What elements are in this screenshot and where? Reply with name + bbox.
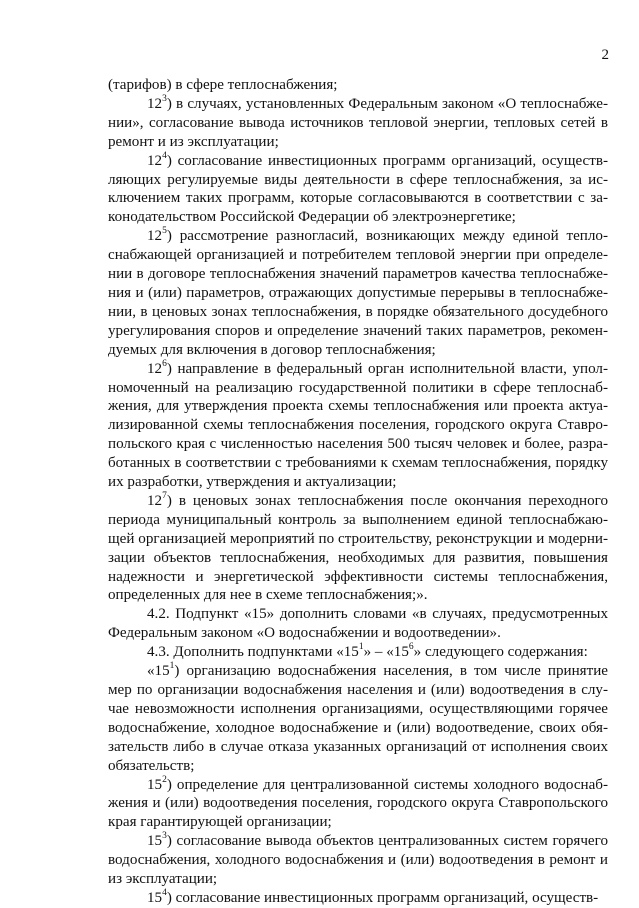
paragraph: [108, 360, 608, 492]
paragraph-text: » следующего содержания:: [413, 644, 588, 661]
paragraph-text: 15: [147, 833, 163, 850]
superscript: 4: [162, 887, 167, 898]
paragraph: [108, 643, 608, 662]
superscript: 7: [162, 490, 167, 501]
paragraph: [108, 492, 608, 605]
paragraph: [108, 227, 608, 359]
paragraph-text: 15: [147, 776, 163, 793]
paragraph: [108, 76, 608, 95]
superscript: 6: [408, 642, 414, 653]
superscript: 3: [162, 831, 167, 842]
paragraph: [108, 662, 608, 775]
paragraph-text: ) организацию водоснабжения населения, в том числе принятие мер по организации водоснабжения населения и (или) водоотведения в слу-чае невозможности исполнения организациями, осуществляющими горячее водоснабжение, холодное водоснабжение и (или) водоотведение, своих обя-зательств либо в случае отказа указанных организаций от исполнения своих обязательств;: [108, 663, 608, 774]
paragraph-text: 12: [147, 228, 163, 245]
paragraph: [108, 605, 608, 643]
superscript: 3: [162, 93, 167, 104]
paragraph-text: ) в случаях, установленных Федеральным законом «О теплоснабже-нии», согласование вывода источников тепловой энергии, тепловых сетей в ремонт и из эксплуатации;: [108, 95, 608, 150]
superscript: 1: [358, 642, 364, 653]
paragraph-text: ) согласование инвестиционных программ организаций, осуществ-: [166, 889, 599, 906]
superscript: 6: [162, 358, 167, 369]
page-number: 2: [601, 47, 609, 63]
document-body: [108, 76, 608, 908]
paragraph-text: 4.2. Подпункт «15» дополнить словами «в случаях, предусмотренных Федеральным законом «О водоснабжении и водоотведении».: [108, 606, 608, 642]
paragraph-text: ) в ценовых зонах теплоснабжения после окончания переходного периода муниципальный контроль за выполнением единой теплоснабжаю-щей организацией мероприятий по строительству, реконструкции и модерни-зации объектов теплоснабжения, необходимых для развития, повышения надежности и энергетической эффективности системы теплоснабжения, определенных для нее в схеме теплоснабжения;».: [108, 492, 608, 604]
paragraph-text: 4.3. Дополнить подпунктами «15: [147, 644, 359, 661]
paragraph: [108, 152, 608, 228]
paragraph-text: ) согласование инвестиционных программ организаций, осуществ-ляющих регулируемые виды деятельности в сфере теплоснабжения, за ис-ключением таких программ, которые согласовываются в соответствии с за-конодательством Российской Федерации об электроэнергетике;: [108, 152, 608, 226]
paragraph-text: ) направление в федеральный орган исполнительной власти, упол-номоченный на реализацию государственной политики в сфере теплоснаб-жения, для утверждения проекта схемы теплоснабжения или проекта актуа-лизированной схемы теплоснабжения поселения, городского округа Ставро-польского края с численностью населения 500 тысяч человек и более, разра-ботанных в соответствии с требованиями к схемам теплоснабжения, порядку их разработки, утверждения и актуализации;: [108, 360, 608, 491]
paragraph: [108, 95, 608, 152]
superscript: 4: [162, 150, 167, 161]
paragraph: [108, 889, 608, 908]
paragraph-text: (тарифов) в сфере теплоснабжения;: [108, 77, 338, 93]
paragraph-text: 12: [147, 152, 163, 169]
superscript: 5: [162, 226, 167, 237]
superscript: 1: [169, 661, 175, 672]
paragraph-text: ) определение для централизованной системы холодного водоснаб-жения и (или) водоотведения поселения, городского округа Ставропольского края гарантирующей организации;: [108, 776, 608, 831]
paragraph-text: 12: [147, 492, 163, 509]
paragraph-text: » – «15: [363, 644, 409, 661]
paragraph-text: ) согласование вывода объектов централизованных систем горячего водоснабжения, холодного водоснабжения и (или) водоотведения в ремонт и из эксплуатации;: [108, 833, 608, 888]
paragraph: [108, 776, 608, 833]
paragraph-text: ) рассмотрение разногласий, возникающих между единой тепло-снабжающей организацией и потребителем тепловой энергии при определе-нии в договоре теплоснабжения значений параметров качества теплоснабже-ния и (или) параметров, отражающих допустимые перерывы в теплоснабже-нии, в ценовых зонах теплоснабжения, в порядке обязательного досудебного урегулирования споров и определение значений таких параметров, рекомен-дуемых для включения в договор теплоснабжения;: [108, 228, 608, 358]
paragraph-text: 15: [147, 889, 163, 906]
paragraph-text: «15: [147, 663, 170, 680]
paragraph-text: 12: [147, 95, 163, 112]
paragraph: [108, 832, 608, 889]
superscript: 2: [162, 774, 167, 785]
paragraph-text: 12: [147, 360, 163, 377]
